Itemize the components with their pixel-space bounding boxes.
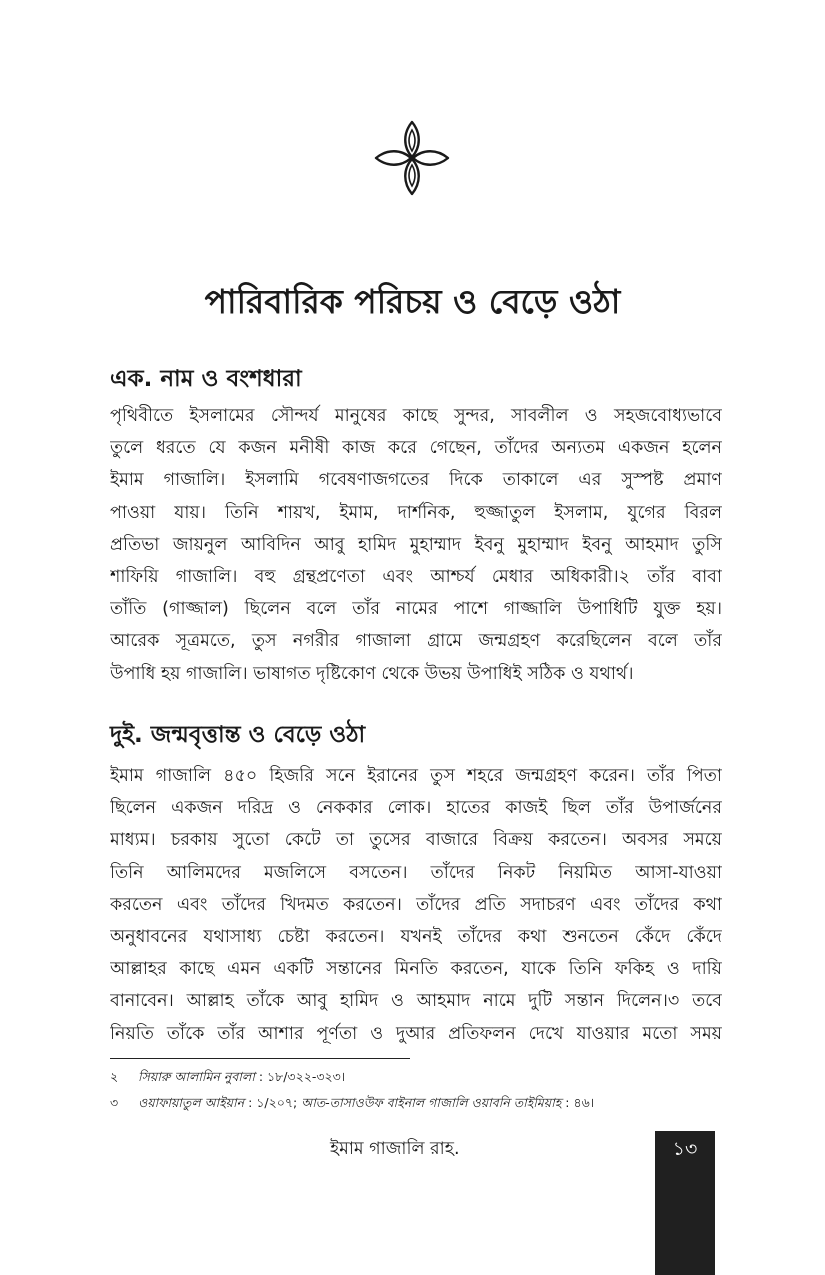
footnote-source-title: ওয়াফায়াতুল আইয়ান: [138, 1095, 245, 1110]
page-number: ১৩: [672, 1138, 698, 1160]
text-line: মাধ্যম। চরকায় সুতো কেটে তা তুসের বাজারে বিক্রয় করতেন। অবসর সময়ে: [110, 830, 722, 851]
footnote-source-title: আত-তাসাওউফ বাইনাল গাজালি ওয়াবনি তাইমিয়াহ: [301, 1095, 562, 1110]
footnote-divider: [110, 1058, 410, 1059]
text-line: আরেক সূত্রমতে, তুস নগরীর গাজালা গ্রামে জন্মগ্রহণ করেছিলেন বলে তাঁর: [110, 631, 722, 652]
text-line: তিনি আলিমদের মজলিসে বসতেন। তাঁদের নিকট নিয়মিত আসা-যাওয়া: [110, 862, 722, 883]
section-heading-name-lineage: এক. নাম ও বংশধারা: [110, 366, 302, 392]
paragraph-birth-upbringing: [110, 760, 722, 1050]
text-line: ছিলেন একজন দরিদ্র ও নেককার লোক। হাতের কাজই ছিল তাঁর উপার্জনের: [110, 798, 722, 819]
running-footer-title: ইমাম গাজালি রাহ.: [330, 1139, 460, 1159]
footnote-number: ৩: [110, 1095, 119, 1110]
text-line: উপাধি হয় গাজালি। ভাষাগত দৃষ্টিকোণ থেকে উভয় উপাধিই সঠিক ও যথার্থ।: [110, 663, 634, 684]
text-line: বানাবেন। আল্লাহ তাঁকে আবু হামিদ ও আহমাদ নামে দুটি সন্তান দিলেন।৩ তবে: [110, 991, 722, 1012]
text-line: প্রতিভা জায়নুল আবিদিন আবু হামিদ মুহাম্মাদ ইবনু মুহাম্মাদ ইবনু আহমাদ তুসি: [110, 534, 722, 555]
text-line: তুলে ধরতে যে কজন মনীষী কাজ করে গেছেন, তাঁদের অন্যতম একজন হলেন: [110, 438, 722, 459]
four-petal-flourish-icon: [372, 118, 452, 198]
page-number-tab: [655, 1131, 715, 1275]
footnotes: [110, 1064, 722, 1116]
footnote-item: [110, 1064, 722, 1090]
text-line: তাঁতি (গাজ্জাল) ছিলেন বলে তাঁর নামের পাশে গাজ্জালি উপাধিটি যুক্ত হয়।: [110, 599, 722, 620]
text-line: আল্লাহর কাছে এমন একটি সন্তানের মিনতি করতেন, যাকে তিনি ফকিহ ও দায়ি: [110, 959, 722, 980]
text-line: শাফিয়ি গাজালি। বহু গ্রন্থপ্রণেতা এবং আশ্চর্য মেধার অধিকারী।২ তাঁর বাবা: [110, 566, 722, 587]
text-line: পৃথিবীতে ইসলামের সৌন্দর্য মানুষের কাছে সুন্দর, সাবলীল ও সহজবোধ্যভাবে: [110, 406, 722, 426]
text-line: অনুধাবনের যথাসাধ্য চেষ্টা করতেন। যখনই তাঁদের কথা শুনতেন কেঁদে কেঁদে: [110, 926, 722, 947]
section-heading-birth-upbringing: দুই. জন্মবৃত্তান্ত ও বেড়ে ওঠা: [110, 722, 366, 748]
text-line: ইমাম গাজালি ৪৫০ হিজরি সনে ইরানের তুস শহরে জন্মগ্রহণ করেন। তাঁর পিতা: [110, 766, 722, 786]
footnote-item: [110, 1090, 722, 1116]
footnote-source-title: সিয়ারু আলামিন নুবালা: [138, 1069, 255, 1084]
footnote-reference: : ১৮/৩২২-৩২৩।: [254, 1069, 346, 1084]
footnote-number: ২: [110, 1069, 119, 1084]
chapter-title: পারিবারিক পরিচয় ও বেড়ে ওঠা: [204, 282, 621, 321]
paragraph-name-lineage: [110, 400, 722, 690]
text-line: করতেন এবং তাঁদের খিদমত করতেন। তাঁদের প্রতি সদাচরণ এবং তাঁদের কথা: [110, 894, 722, 915]
footnote-reference: : ১/২০৭;: [244, 1095, 302, 1110]
text-line: নিয়তি তাঁকে তাঁর আশার পূর্ণতা ও দুআর প্রতিফলন দেখে যাওয়ার মতো সময়: [110, 1023, 722, 1044]
text-line: ইমাম গাজালি। ইসলামি গবেষণাজগতের দিকে তাকালে এর সুস্পষ্ট প্রমাণ: [110, 470, 722, 491]
text-line: পাওয়া যায়। তিনি শায়খ, ইমাম, দার্শনিক, হুজ্জাতুল ইসলাম, যুগের বিরল: [110, 502, 722, 523]
footnote-reference: : ৪৬।: [561, 1095, 595, 1110]
